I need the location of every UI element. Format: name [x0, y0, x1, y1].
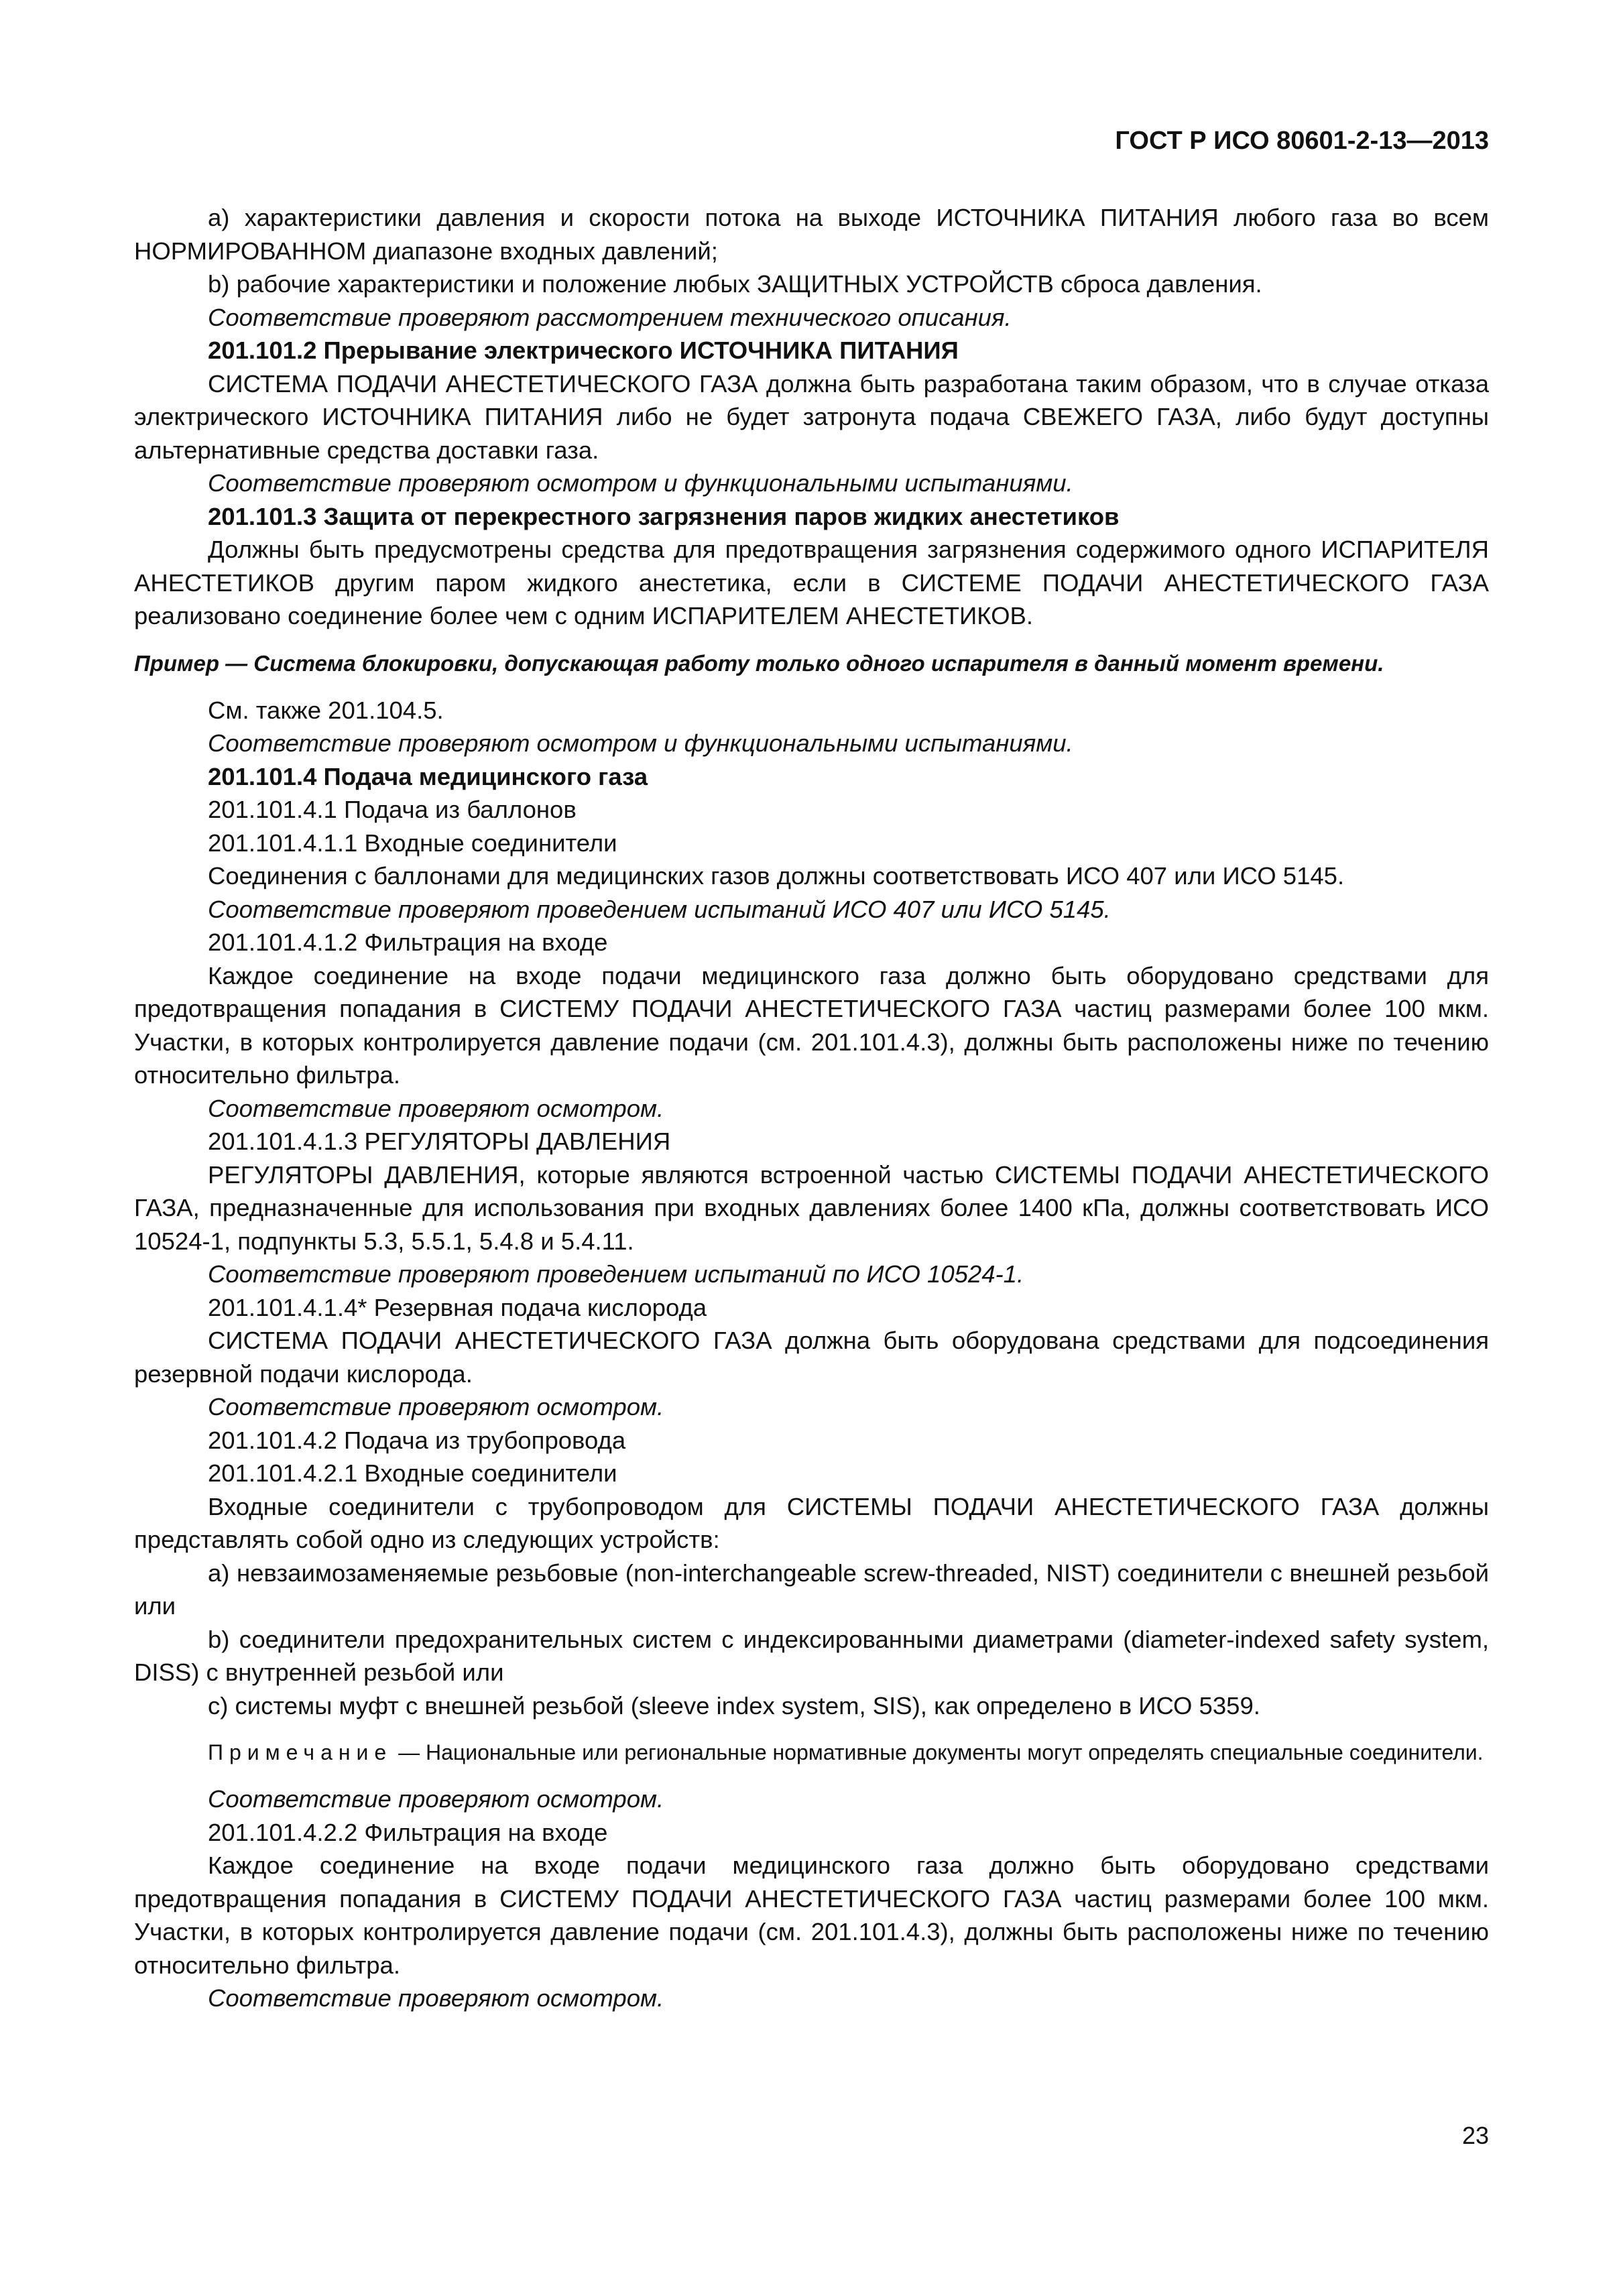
paragraph: 201.101.4.1 Подача из баллонов	[208, 796, 577, 823]
paragraph: Соответствие проверяют осмотром.	[208, 1984, 664, 2012]
paragraph: Соответствие проверяют осмотром.	[208, 1785, 664, 1813]
paragraph: 201.101.3 Защита от перекрестного загрязнения паров жидких анестетиков	[208, 502, 1120, 530]
paragraph: СИСТЕМА ПОДАЧИ АНЕСТЕТИЧЕСКОГО ГАЗА должна быть разработана таким образом, что в случае отказа электрического ИСТОЧНИКА ПИТАНИЯ либо не будет затронута подача СВЕЖЕГО ГАЗА, либо будут доступны альтернативные средства доставки газа.	[134, 369, 1489, 464]
paragraph: Соединения с баллонами для медицинских газов должны соответствовать ИСО 407 или ИСО 5145.	[208, 862, 1345, 890]
paragraph: 201.101.4.2.1 Входные соединители	[208, 1459, 617, 1487]
paragraph: Соответствие проверяют рассмотрением технического описания.	[208, 303, 1012, 331]
paragraph: Соответствие проверяют осмотром.	[208, 1393, 664, 1421]
paragraph: Пример — Система блокировки, допускающая работу только одного испарителя в данный момент времени.	[134, 650, 1384, 676]
paragraph: a) невзаимозаменяемые резьбовые (non-interchangeable screw-threaded, NIST) соединители с внешней резьбой или	[134, 1559, 1489, 1620]
paragraph: См. также 201.104.5.	[208, 696, 444, 724]
paragraph: c) системы муфт с внешней резьбой (sleeve index system, SIS), как определено в ИСО 5359.	[208, 1691, 1260, 1719]
document-body	[134, 201, 1489, 2015]
paragraph: Соответствие проверяют осмотром.	[208, 1094, 664, 1122]
paragraphs-before-note	[134, 201, 1489, 1722]
note-paragraph	[134, 1737, 1489, 1768]
paragraph: СИСТЕМА ПОДАЧИ АНЕСТЕТИЧЕСКОГО ГАЗА должна быть оборудована средствами для подсоединения резервной подачи кислорода.	[134, 1327, 1489, 1388]
note-label: Примечание	[208, 1740, 393, 1764]
paragraph: 201.101.4 Подача медицинского газа	[208, 762, 648, 790]
paragraph: 201.101.4.1.4* Резервная подача кислорода	[208, 1293, 707, 1321]
paragraph: 201.101.4.2 Подача из трубопровода	[208, 1426, 626, 1454]
paragraph: 201.101.2 Прерывание электрического ИСТОЧНИКА ПИТАНИЯ	[208, 337, 959, 364]
paragraph: Соответствие проверяют осмотром и функциональными испытаниями.	[208, 729, 1073, 757]
paragraph: 201.101.4.1.1 Входные соединители	[208, 829, 617, 857]
note-text: — Национальные или региональные нормативные документы могут определять специальные соединители.	[392, 1740, 1484, 1764]
paragraph: Входные соединители с трубопроводом для СИСТЕМЫ ПОДАЧИ АНЕСТЕТИЧЕСКОГО ГАЗА должны представлять собой одно из следующих устройств:	[134, 1492, 1489, 1553]
paragraph: b) рабочие характеристики и положение любых ЗАЩИТНЫХ УСТРОЙСТВ сброса давления.	[208, 270, 1262, 298]
paragraph: 201.101.4.1.3 РЕГУЛЯТОРЫ ДАВЛЕНИЯ	[208, 1128, 671, 1155]
paragraph: a) характеристики давления и скорости потока на выходе ИСТОЧНИКА ПИТАНИЯ любого газа во всем НОРМИРОВАННОМ диапазоне входных давлений;	[134, 204, 1489, 265]
paragraph: Каждое соединение на входе подачи медицинского газа должно быть оборудовано средствами для предотвращения попадания в СИСТЕМУ ПОДАЧИ АНЕСТЕТИЧЕСКОГО ГАЗА частиц размерами более 100 мкм. Участки, в которых контролируется давление подачи (см. 201.101.4.3), должны быть расположены ниже по течению относительно фильтра.	[134, 961, 1489, 1089]
paragraph: Каждое соединение на входе подачи медицинского газа должно быть оборудовано средствами предотвращения попадания в СИСТЕМУ ПОДАЧИ АНЕСТЕТИЧЕСКОГО ГАЗА частиц размерами более 100 мкм. Участки, в которых контролируется давление подачи (см. 201.101.4.3), должны быть расположены ниже по течению относительно фильтра.	[134, 1852, 1489, 1979]
paragraph: 201.101.4.2.2 Фильтрация на входе	[208, 1818, 608, 1846]
paragraph: Соответствие проверяют проведением испытаний ИСО 407 или ИСО 5145.	[208, 895, 1111, 923]
paragraph: Соответствие проверяют осмотром и функциональными испытаниями.	[208, 469, 1073, 497]
paragraph: 201.101.4.1.2 Фильтрация на входе	[208, 928, 608, 956]
paragraphs-after-note	[134, 1783, 1489, 2015]
paragraph: Соответствие проверяют проведением испытаний по ИСО 10524-1.	[208, 1260, 1024, 1288]
paragraph: b) соединители предохранительных систем с индексированными диаметрами (diameter-indexed safety system, DISS) с внутренней резьбой или	[134, 1625, 1489, 1686]
paragraph: РЕГУЛЯТОРЫ ДАВЛЕНИЯ, которые являются встроенной частью СИСТЕМЫ ПОДАЧИ АНЕСТЕТИЧЕСКОГО ГАЗА, предназначенные для использования при входных давлениях более 1400 кПа, должны соответствовать ИСО 10524-1, подпункты 5.3, 5.5.1, 5.4.8 и 5.4.11.	[134, 1160, 1489, 1255]
paragraph: Должны быть предусмотрены средства для предотвращения загрязнения содержимого одного ИСПАРИТЕЛЯ АНЕСТЕТИКОВ другим паром жидкого анестетика, если в СИСТЕМЕ ПОДАЧИ АНЕСТЕТИЧЕСКОГО ГАЗА реализовано соединение более чем с одним ИСПАРИТЕЛЕМ АНЕСТЕТИКОВ.	[134, 536, 1489, 629]
document-header: ГОСТ Р ИСО 80601-2-13—2013	[1115, 127, 1489, 155]
page-number: 23	[1461, 2122, 1489, 2149]
